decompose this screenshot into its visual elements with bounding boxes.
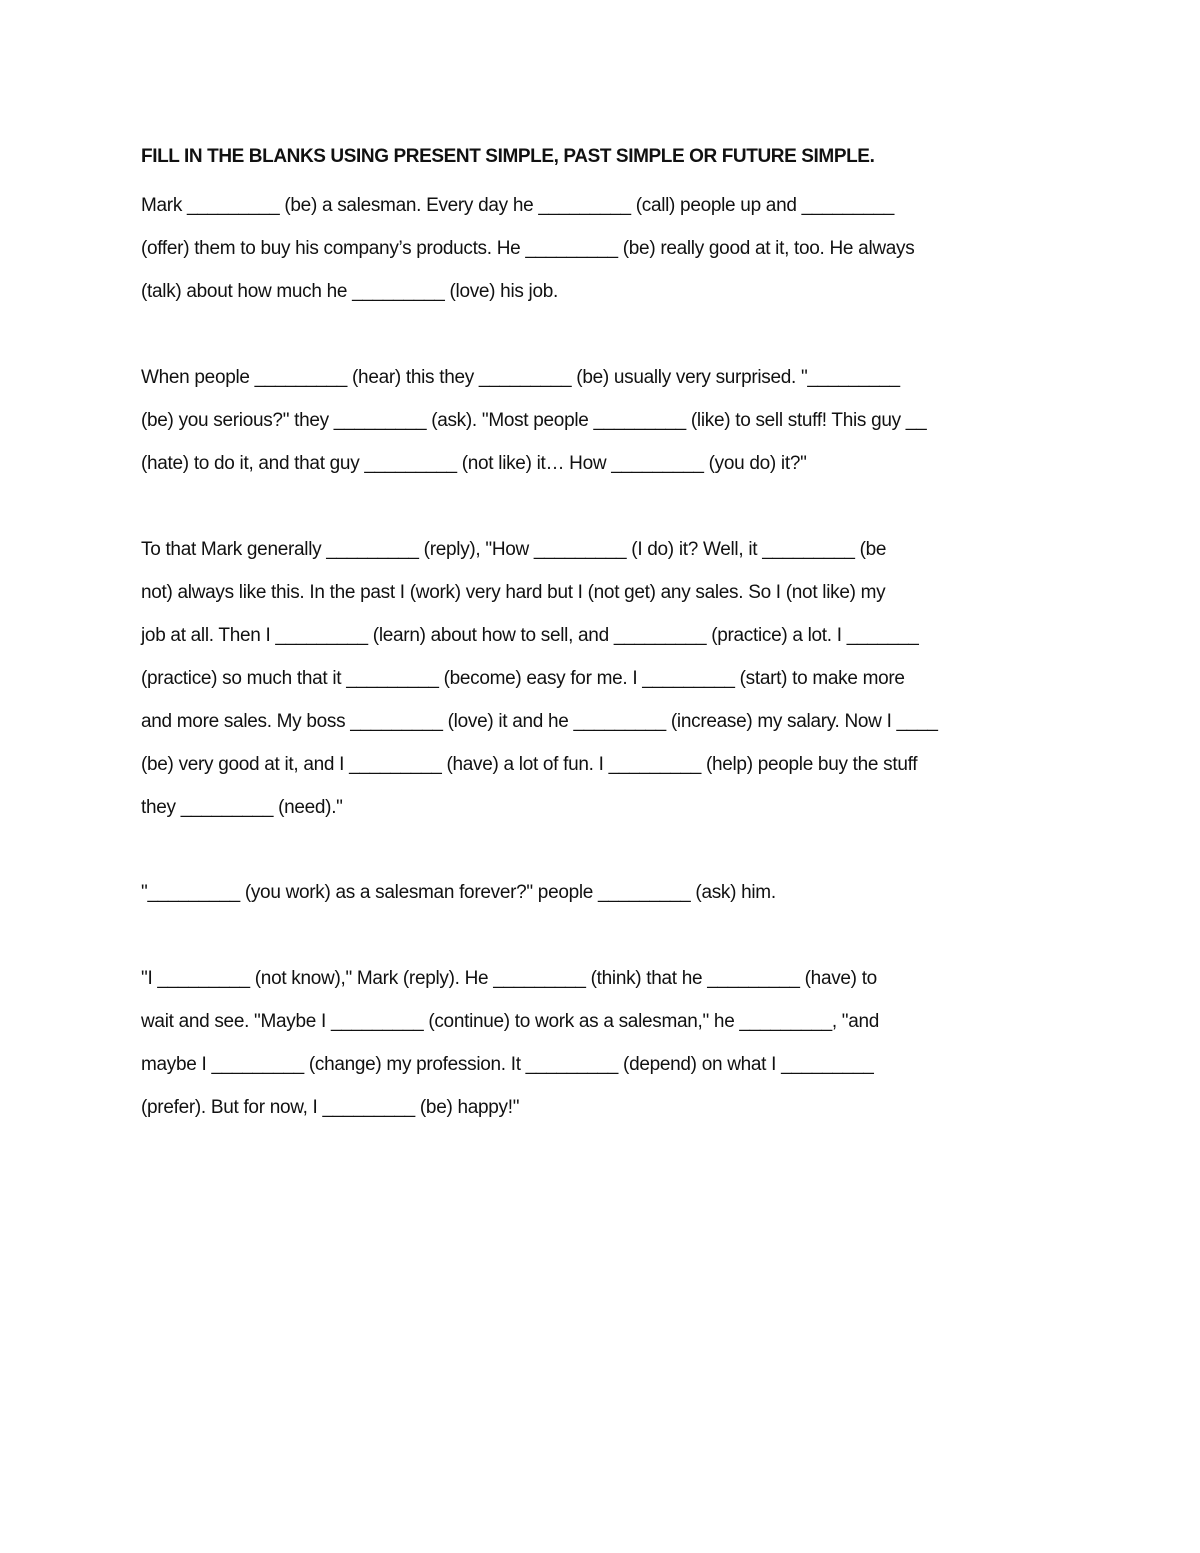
paragraph-4-line-1: "_________ (you work) as a salesman forever?" people _________ (ask) him. bbox=[141, 882, 776, 903]
paragraph-3-line-7: they _________ (need)." bbox=[141, 797, 343, 818]
worksheet-title: FILL IN THE BLANKS USING PRESENT SIMPLE, PAST SIMPLE OR FUTURE SIMPLE. bbox=[141, 146, 875, 167]
paragraph-3-line-6: (be) very good at it, and I _________ (have) a lot of fun. I _________ (help) people buy the stuff bbox=[141, 754, 918, 775]
paragraph-2-line-2: (be) you serious?" they _________ (ask). "Most people _________ (like) to sell stuff! This guy __ bbox=[141, 410, 927, 431]
paragraph-2-line-3: (hate) to do it, and that guy _________ (not like) it… How _________ (you do) it?" bbox=[141, 453, 807, 474]
paragraph-3-line-4: (practice) so much that it _________ (become) easy for me. I _________ (start) to make more bbox=[141, 668, 905, 689]
paragraph-3-line-2: not) always like this. In the past I (work) very hard but I (not get) any sales. So I (not like) my bbox=[141, 582, 886, 603]
paragraph-5-line-1: "I _________ (not know)," Mark (reply). He _________ (think) that he _________ (have) to bbox=[141, 968, 877, 989]
paragraph-5-line-3: maybe I _________ (change) my profession. It _________ (depend) on what I _________ bbox=[141, 1054, 874, 1075]
paragraph-1-line-1: Mark _________ (be) a salesman. Every day he _________ (call) people up and _________ bbox=[141, 195, 894, 216]
paragraph-3-line-3: job at all. Then I _________ (learn) about how to sell, and _________ (practice) a lot. I _______ bbox=[141, 625, 919, 646]
paragraph-5-line-4: (prefer). But for now, I _________ (be) happy!" bbox=[141, 1097, 520, 1118]
paragraph-5-line-2: wait and see. "Maybe I _________ (continue) to work as a salesman," he _________, "and bbox=[141, 1011, 880, 1032]
paragraph-1-line-3: (talk) about how much he _________ (love) his job. bbox=[141, 281, 558, 302]
paragraph-3-line-5: and more sales. My boss _________ (love) it and he _________ (increase) my salary. Now I ____ bbox=[141, 711, 938, 732]
paragraph-1-line-2: (offer) them to buy his company’s products. He _________ (be) really good at it, too. He always bbox=[141, 238, 915, 259]
paragraph-2-line-1: When people _________ (hear) this they _________ (be) usually very surprised. "_________ bbox=[141, 367, 900, 388]
paragraph-3-line-1: To that Mark generally _________ (reply), "How _________ (I do) it? Well, it _________ (be bbox=[141, 539, 887, 560]
